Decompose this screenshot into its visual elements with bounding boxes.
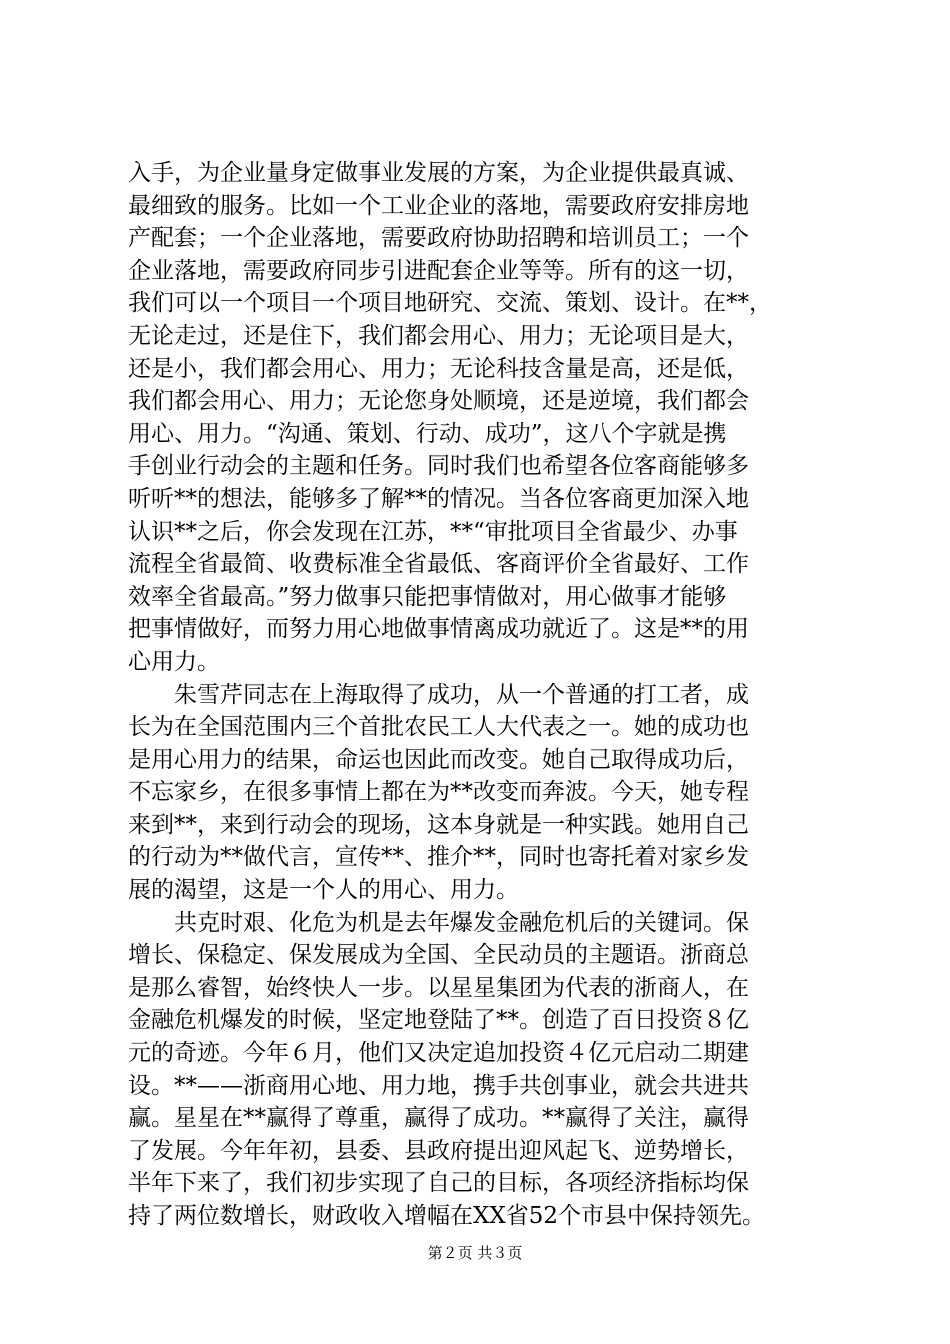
text-line: 展的渴望，这是一个人的用心、用力。 <box>128 877 519 904</box>
text-line: 赢。星星在**赢得了尊重，赢得了成功。**赢得了关注，赢得 <box>128 1105 749 1132</box>
paragraph-first-line: 共克时艰、化危为机是去年爆发金融危机后的关键词。保 <box>174 909 749 936</box>
text-line: 的行动为**做代言，宣传**、推介**，同时也寄托着对家乡发 <box>128 844 749 871</box>
page-number-footer: 第２页 共３页 <box>427 1244 523 1262</box>
text-line: 效率全省最高。”努力做事只能把事情做对，用心做事才能够 <box>128 583 727 610</box>
text-line: 我们可以一个项目一个项目地研究、交流、策划、设计。在**， <box>128 290 772 317</box>
text-line: 我们都会用心、用力；无论您身处顺境，还是逆境，我们都会 <box>128 388 749 415</box>
document-body <box>128 157 850 1233</box>
text-line: 心用力。 <box>128 648 220 675</box>
text-line: 设。**——浙商用心地、用力地，携手共创事业，就会共进共 <box>128 1072 749 1099</box>
paragraph-first-line: 朱雪芹同志在上海取得了成功，从一个普通的打工者，成 <box>174 681 749 708</box>
text-line: 手创业行动会的主题和任务。同时我们也希望各位客商能够多 <box>128 453 749 480</box>
text-line: 是那么睿智，始终快人一步。以星星集团为代表的浙商人，在 <box>128 974 749 1001</box>
text-line: 增长、保稳定、保发展成为全国、全民动员的主题语。浙商总 <box>128 942 749 969</box>
text-line: 用心、用力。“沟通、策划、行动、成功”，这八个字就是携 <box>128 420 727 447</box>
text-line: 元的奇迹。今年６月，他们又决定追加投资４亿元启动二期建 <box>128 1040 749 1067</box>
text-line: 企业落地，需要政府同步引进配套企业等等。所有的这一切， <box>128 257 749 284</box>
text-line: 听听**的想法，能够多了解**的情况。当各位客商更加深入地 <box>128 485 749 512</box>
text-line: 最细致的服务。比如一个工业企业的落地，需要政府安排房地 <box>128 192 749 219</box>
text-line: 半年下来了，我们初步实现了自己的目标，各项经济指标均保 <box>128 1170 749 1197</box>
text-line: 流程全省最简、收费标准全省最低、客商评价全省最好、工作 <box>128 551 749 578</box>
text-line: 无论走过，还是住下，我们都会用心、用力；无论项目是大， <box>128 322 749 349</box>
text-line: 入手，为企业量身定做事业发展的方案，为企业提供最真诚、 <box>128 160 749 186</box>
text-line: 持了两位数增长，财政收入增幅在XX省52个市县中保持领先。 <box>128 1203 766 1229</box>
text-line: 产配套；一个企业落地，需要政府协助招聘和培训员工；一个 <box>128 225 749 252</box>
text-line: 还是小，我们都会用心、用力；无论科技含量是高，还是低， <box>128 355 749 382</box>
text-line: 金融危机爆发的时候，坚定地登陆了**。创造了百日投资８亿 <box>128 1007 749 1034</box>
text-line: 不忘家乡，在很多事情上都在为**改变而奔波。今天，她专程 <box>128 779 749 806</box>
text-line: 来到**，来到行动会的现场，这本身就是一种实践。她用自己 <box>128 811 749 838</box>
text-line: 把事情做好，而努力用心地做事情离成功就近了。这是**的用 <box>128 616 749 643</box>
text-line: 认识**之后，你会发现在江苏，**“审批项目全省最少、办事 <box>128 518 738 545</box>
text-line: 了发展。今年年初，县委、县政府提出迎风起飞、逆势增长， <box>128 1137 749 1164</box>
text-line: 长为在全国范围内三个首批农民工人大代表之一。她的成功也 <box>128 714 749 741</box>
text-line: 是用心用力的结果，命运也因此而改变。她自己取得成功后， <box>128 746 749 773</box>
